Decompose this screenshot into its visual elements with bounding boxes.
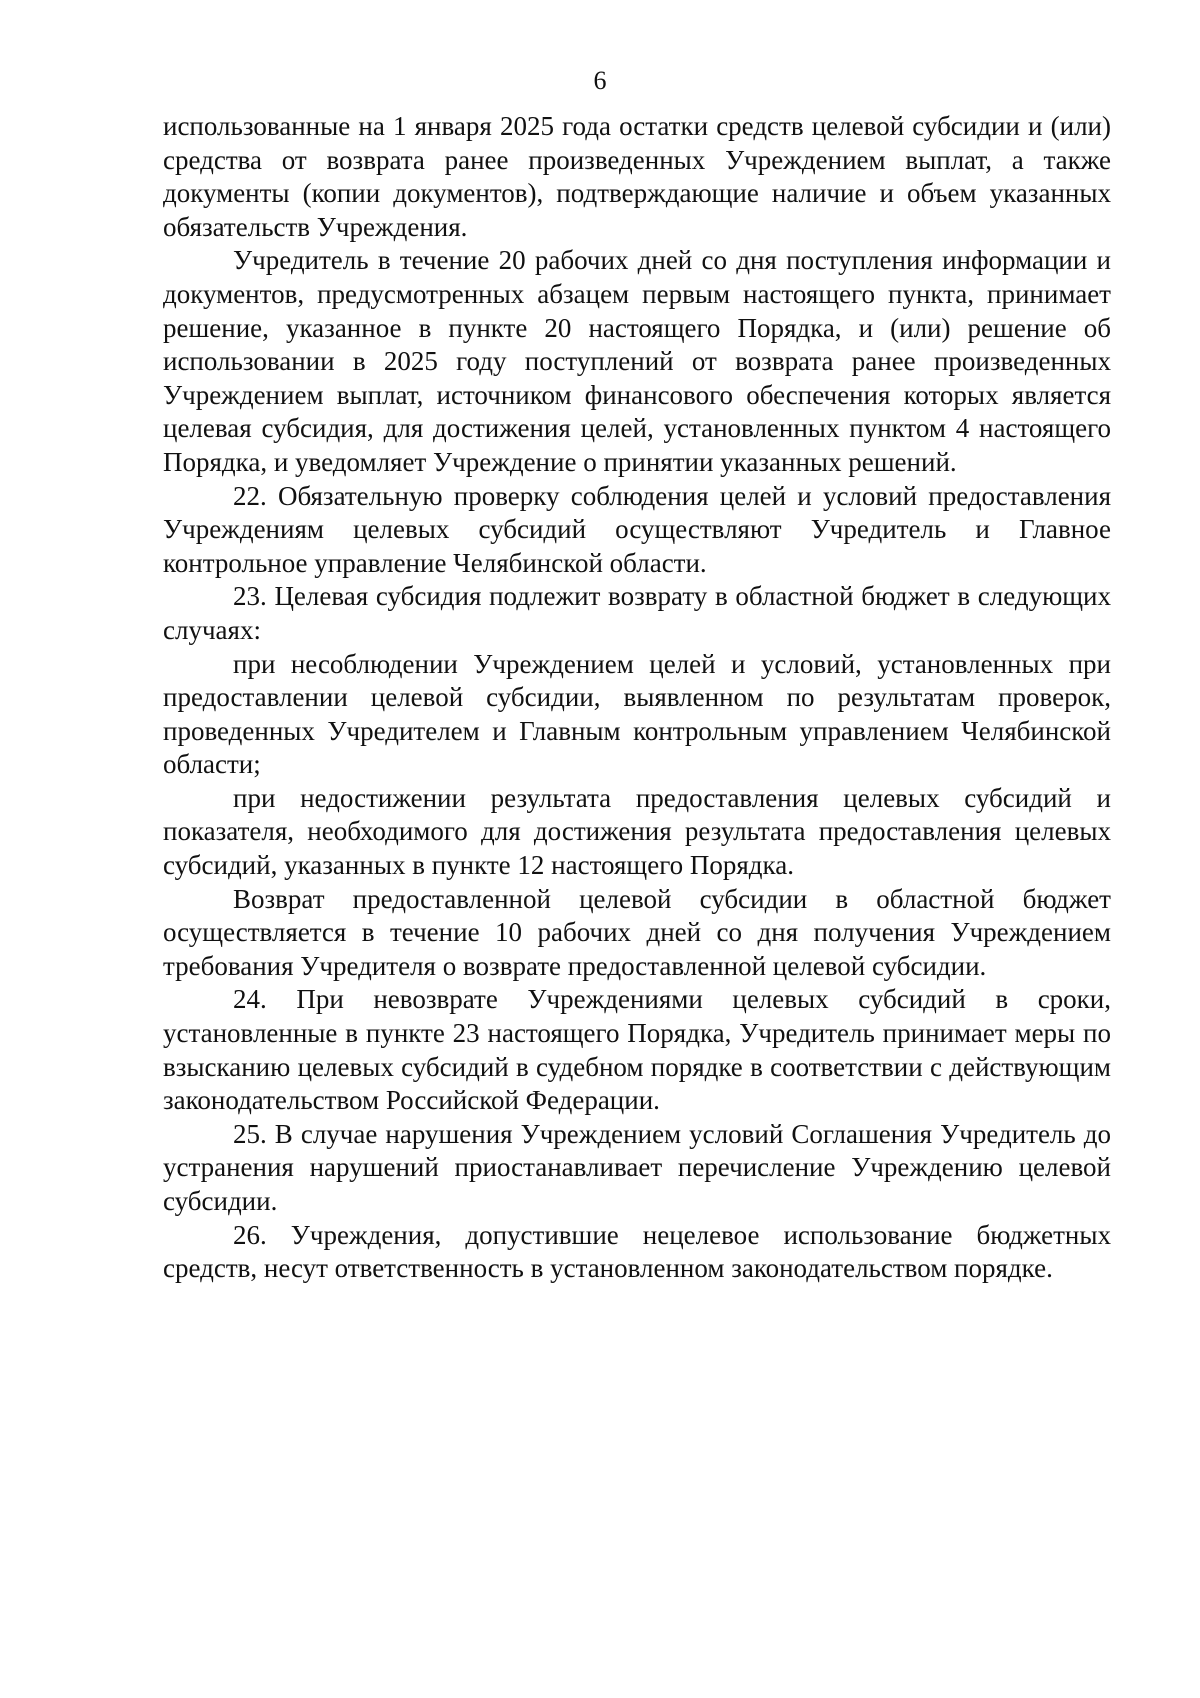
paragraph-clause-22: 22. Обязательную проверку соблюдения целей и условий предоставления Учреждениям целевых субсидий осуществляют Учредитель и Главное контрольное управление Челябинской области.	[163, 480, 1111, 578]
page-number: 6	[593, 66, 607, 95]
paragraph-return-term: Возврат предоставленной целевой субсидии в областной бюджет осуществляется в течение 10 рабочих дней со дня получения Учреждением требования Учредителя о возврате предоставленной целевой субсидии.	[163, 883, 1111, 981]
paragraph-clause-23: 23. Целевая субсидия подлежит возврату в областной бюджет в следующих случаях:	[163, 581, 1111, 645]
document-body	[163, 110, 1111, 1286]
paragraph-clause-26: 26. Учреждения, допустившие нецелевое использование бюджетных средств, несут ответственность в установленном законодательством порядке.	[163, 1219, 1111, 1284]
paragraph-clause-25: 25. В случае нарушения Учреждением условий Соглашения Учредитель до устранения нарушений приостанавливает перечисление Учреждению целевой субсидии.	[163, 1118, 1111, 1216]
paragraph-clause-23-case-2: при недостижении результата предоставления целевых субсидий и показателя, необходимого для достижения результата предоставления целевых субсидий, указанных в пункте 12 настоящего Порядка.	[163, 782, 1111, 881]
paragraph-continuation: использованные на 1 января 2025 года остатки средств целевой субсидии и (или) средства от возврата ранее произведенных Учреждением выплат, а также документы (копии документов), подтверждающие наличие и объем указанных обязательств Учреждения.	[163, 111, 1111, 242]
paragraph-clause-23-case-1: при несоблюдении Учреждением целей и условий, установленных при предоставлении целевой субсидии, выявленном по результатам проверок, проведенных Учредителем и Главным контрольным управлением Челябинской области;	[163, 648, 1111, 780]
paragraph-clause-24: 24. При невозврате Учреждениями целевых субсидий в сроки, установленные в пункте 23 настоящего Порядка, Учредитель принимает меры по взысканию целевых субсидий в судебном порядке в соответствии с действующим законодательством Российской Федерации.	[163, 984, 1111, 1116]
paragraph-founder-decision: Учредитель в течение 20 рабочих дней со дня поступления информации и документов, предусмотренных абзацем первым настоящего пункта, принимает решение, указанное в пункте 20 настоящего Порядка, и (или) решение об использовании в 2025 году поступлений от возврата ранее произведенных Учреждением выплат, источником финансового обеспечения которых является целевая субсидия, для достижения целей, установленных пунктом 4 настоящего Порядка, и уведомляет Учреждение о принятии указанных решений.	[163, 245, 1111, 477]
